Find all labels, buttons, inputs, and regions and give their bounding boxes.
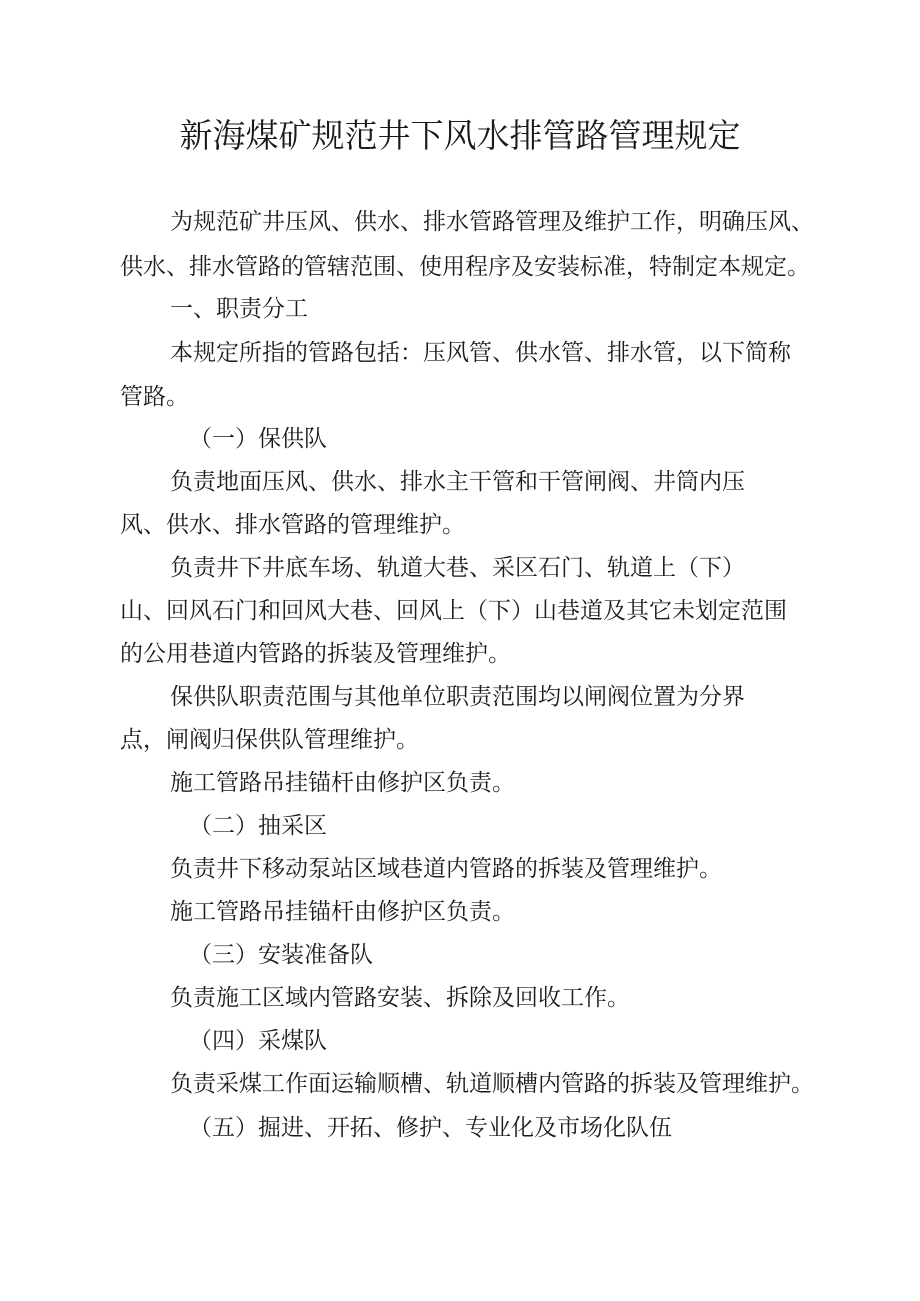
- document-title: 新海煤矿规范井下风水排管路管理规定: [179, 116, 741, 155]
- paragraph-intro-line-1: 为规范矿井压风、供水、排水管路管理及维护工作，明确压风、: [170, 209, 814, 235]
- paragraph-mining: 负责采煤工作面运输顺槽、轨道顺槽内管路的拆装及管理维护。: [170, 1071, 814, 1097]
- paragraph-underground-line-1: 负责井下井底车场、轨道大巷、采区石门、轨道上（下）: [170, 555, 745, 581]
- subheading-installation-team: （三）安装准备队: [189, 942, 373, 968]
- paragraph-supply-line-1: 负责地面压风、供水、排水主干管和干管闸阀、井筒内压: [170, 469, 745, 495]
- paragraph-scope-line-2: 管路。: [120, 384, 189, 410]
- paragraph-anchor-supply: 施工管路吊挂锚杆由修护区负责。: [170, 770, 515, 796]
- subheading-extraction-area: （二）抽采区: [189, 813, 327, 839]
- paragraph-scope-line-1: 本规定所指的管路包括：压风管、供水管、排水管，以下简称: [170, 340, 791, 366]
- paragraph-extraction: 负责井下移动泵站区域巷道内管路的拆装及管理维护。: [170, 856, 722, 882]
- subheading-excavation-teams: （五）掘进、开拓、修护、专业化及市场化队伍: [189, 1115, 672, 1141]
- section-heading-responsibilities: 一、职责分工: [170, 296, 308, 322]
- paragraph-intro-line-2: 供水、排水管路的管辖范围、使用程序及安装标准，特制定本规定。: [120, 254, 810, 280]
- paragraph-boundary-line-1: 保供队职责范围与其他单位职责范围均以闸阀位置为分界: [170, 684, 745, 710]
- paragraph-underground-line-2: 山、回风石门和回风大巷、回风上（下）山巷道及其它未划定范围: [120, 598, 787, 624]
- subheading-mining-team: （四）采煤队: [189, 1028, 327, 1054]
- subheading-supply-team: （一）保供队: [189, 426, 327, 452]
- paragraph-supply-line-2: 风、供水、排水管路的管理维护。: [120, 512, 465, 538]
- paragraph-underground-line-3: 的公用巷道内管路的拆装及管理维护。: [120, 641, 511, 667]
- paragraph-boundary-line-2: 点，闸阀归保供队管理维护。: [120, 727, 419, 753]
- paragraph-installation: 负责施工区域内管路安装、拆除及回收工作。: [170, 985, 630, 1011]
- paragraph-anchor-extraction: 施工管路吊挂锚杆由修护区负责。: [170, 899, 515, 925]
